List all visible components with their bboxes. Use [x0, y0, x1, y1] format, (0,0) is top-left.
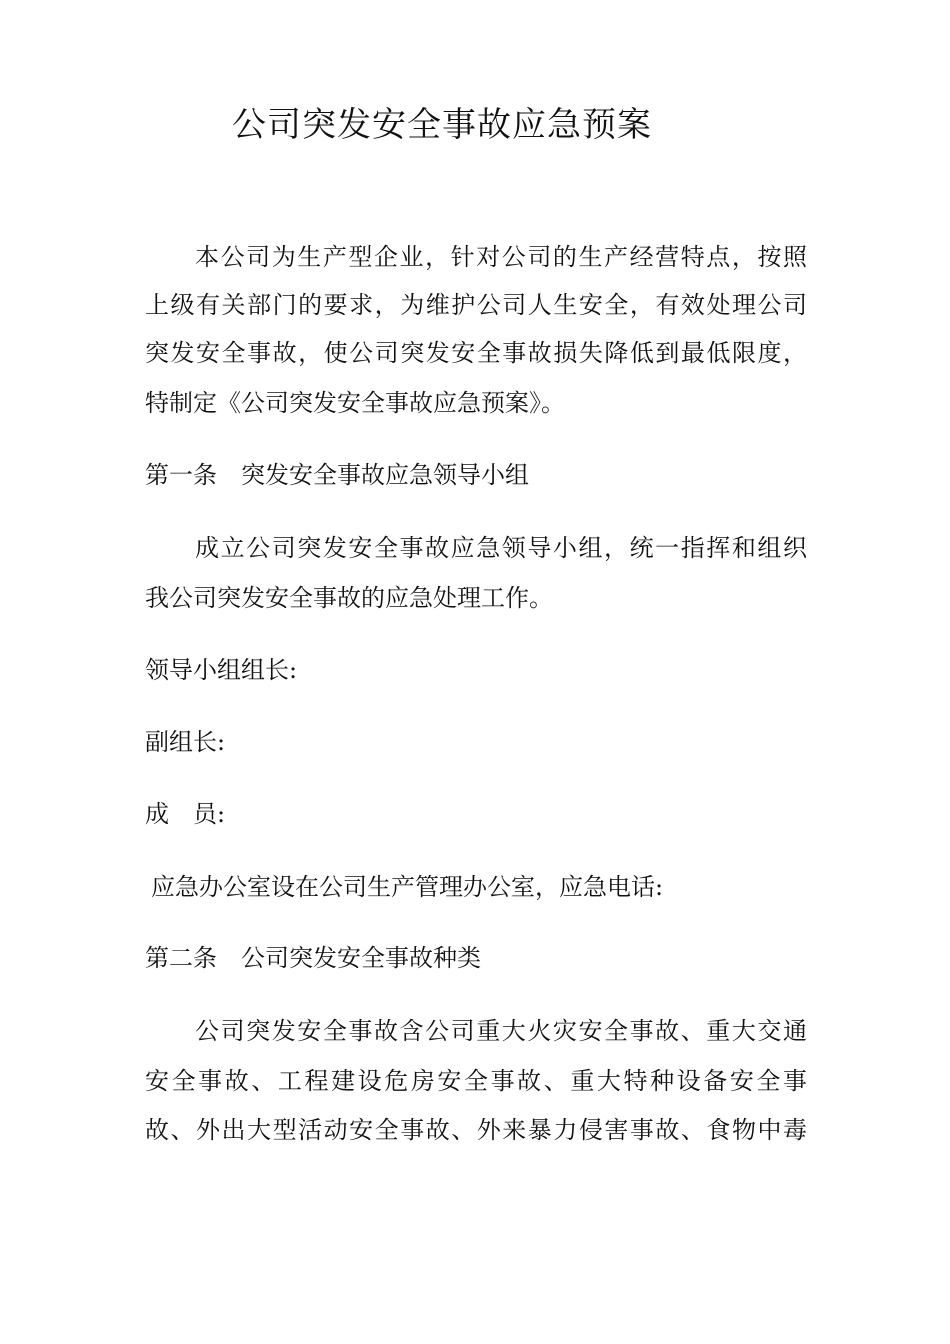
- members-label: 成 员:: [145, 800, 226, 828]
- paragraph-line: 安全事故、工程建设危房安全事故、重大特种设备安全事: [145, 1067, 807, 1095]
- paragraph-line: 我公司突发安全事故的应急处理工作。: [145, 584, 553, 612]
- paragraph-line: 突发安全事故，使公司突发安全事故损失降低到最低限度，: [145, 339, 807, 367]
- paragraph-line: 公司突发安全事故含公司重大火灾安全事故、重大交通: [195, 1017, 807, 1045]
- article-heading: 第二条 公司突发安全事故种类: [145, 944, 481, 972]
- deputy-label: 副组长:: [145, 728, 226, 756]
- office-line: 应急办公室设在公司生产管理办公室，应急电话:: [151, 873, 664, 901]
- leader-label: 领导小组组长:: [145, 656, 298, 684]
- paragraph-line: 本公司为生产型企业，针对公司的生产经营特点，按照: [195, 243, 807, 271]
- paragraph-line: 上级有关部门的要求，为维护公司人生安全，有效处理公司: [145, 291, 807, 319]
- paragraph-line: 故、外出大型活动安全事故、外来暴力侵害事故、食物中毒: [145, 1116, 807, 1144]
- document-title: 公司突发安全事故应急预案: [232, 105, 652, 145]
- paragraph-line: 特制定《公司突发安全事故应急预案》。: [145, 389, 565, 417]
- paragraph-line: 成立公司突发安全事故应急领导小组，统一指挥和组织: [195, 534, 807, 562]
- article-heading: 第一条 突发安全事故应急领导小组: [145, 461, 529, 489]
